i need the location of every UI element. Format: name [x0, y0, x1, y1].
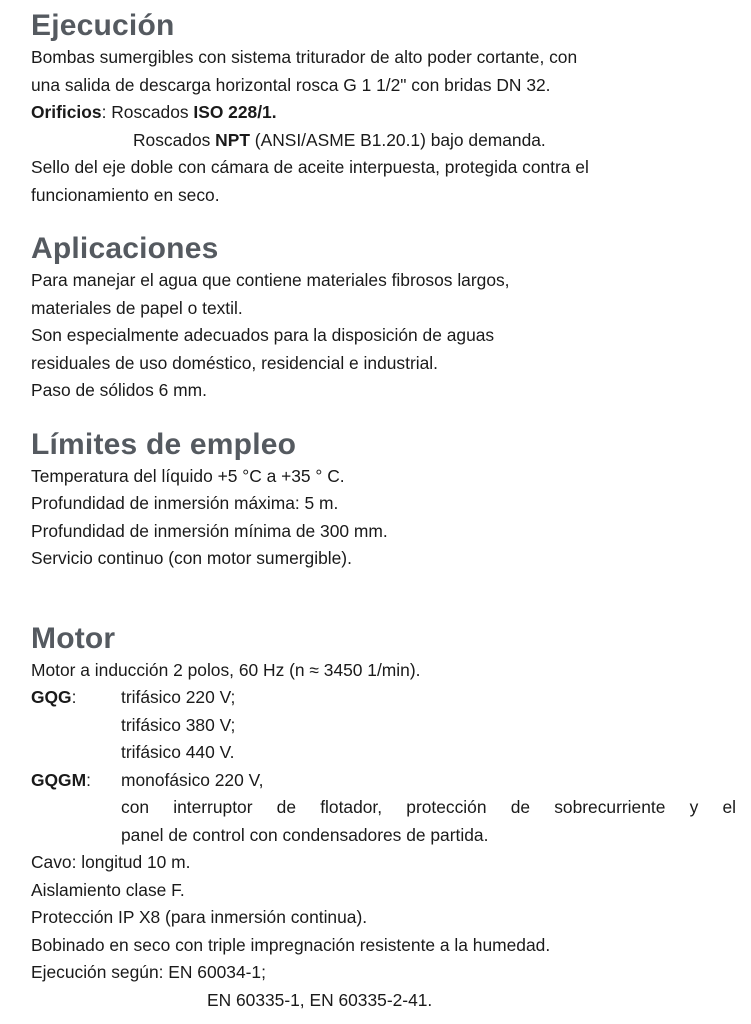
limites-line-3: Profundidad de inmersión mínima de 300 mm.: [31, 520, 388, 541]
section-title-motor: Motor: [31, 621, 116, 655]
section-motor: [31, 621, 736, 1015]
orificios-iso-end: .: [271, 102, 277, 122]
npt-prefix: Roscados: [133, 129, 216, 150]
gqgm-value-2-wrap: [31, 794, 736, 822]
bobinado-line: Bobinado en seco con triple impregnación resistente a la humedad.: [31, 934, 551, 955]
aplicaciones-line-2: materiales de papel o textil.: [31, 297, 243, 318]
motor-line-1: Motor a inducción 2 polos, 60 Hz (n ≈ 3450 1/min).: [31, 659, 421, 680]
section-title-limites: Límites de empleo: [31, 427, 297, 461]
npt-suffix: (ANSI/ASME B1.20.1) bajo demanda.: [249, 129, 546, 150]
ejecucion-segun-line-2: EN 60335-1, EN 60335-2-41.: [207, 989, 433, 1010]
npt-bold: NPT: [215, 129, 250, 150]
npt-line: [31, 127, 736, 155]
sello-line-1: Sello del eje doble con cámara de aceite interpuesta, protegida contra el: [31, 157, 589, 177]
sello-line-2: funcionamiento en seco.: [31, 184, 220, 205]
section-title-aplicaciones: Aplicaciones: [31, 232, 219, 265]
orificios-label: Orificios: [31, 102, 102, 122]
gqg-label: [31, 684, 121, 712]
section-aplicaciones: [31, 231, 736, 405]
cavo-line: Cavo: longitud 10 m.: [31, 852, 191, 872]
gqgm-value-2: con interruptor de flotador, protección de sobrecurriente y el: [121, 797, 736, 817]
ejecucion-line-1: Bombas sumergibles con sistema triturador de alto poder cortante, con: [31, 47, 578, 67]
gqgm-value-1: monofásico 220 V,: [121, 769, 264, 790]
orificios-line: [31, 99, 736, 127]
limites-line-1: Temperatura del líquido +5 °C a +35 ° C.: [31, 465, 345, 486]
gqg-colon: :: [71, 687, 77, 707]
aplicaciones-line-3: Son especialmente adecuados para la disposición de aguas: [31, 325, 495, 345]
gqg-value-3: trifásico 440 V.: [121, 742, 235, 762]
ejecucion-segun-line: Ejecución según: EN 60034-1;: [31, 962, 266, 982]
section-title-ejecucion: Ejecución: [31, 9, 175, 42]
gqgm-label: [31, 767, 121, 795]
aplicaciones-line-4: residuales de uso doméstico, residencial e industrial.: [31, 352, 438, 373]
section-limites: [31, 427, 736, 573]
section-ejecucion: [31, 8, 736, 209]
gqgm-row-1: [31, 767, 736, 795]
gqg-value-2: trifásico 380 V;: [121, 714, 236, 735]
datasheet-page: [31, 8, 736, 1014]
limites-line-4: Servicio continuo (con motor sumergible).: [31, 548, 352, 568]
gqg-value-1: trifásico 220 V;: [121, 687, 236, 707]
aplicaciones-line-5: Paso de sólidos 6 mm.: [31, 380, 207, 400]
gqgm-value-3: panel de control con condensadores de partida.: [121, 824, 489, 845]
gqgm-colon: :: [86, 769, 91, 790]
gqgm-label-text: GQGM: [31, 769, 87, 790]
limites-line-2: Profundidad de inmersión máxima: 5 m.: [31, 493, 339, 513]
ejecucion-line-2: una salida de descarga horizontal rosca G 1 1/2" con bridas DN 32.: [31, 74, 551, 95]
orificios-iso: ISO 228/1: [193, 102, 272, 122]
gqg-label-text: GQG: [31, 687, 72, 707]
proteccion-line: Protección IP X8 (para inmersión continua).: [31, 907, 368, 927]
gqg-row-1: [31, 684, 736, 712]
aplicaciones-line-1: Para manejar el agua que contiene materiales fibrosos largos,: [31, 270, 510, 290]
orificios-sep: : Roscados: [101, 102, 194, 122]
aislamiento-line: Aislamiento clase F.: [31, 879, 185, 900]
